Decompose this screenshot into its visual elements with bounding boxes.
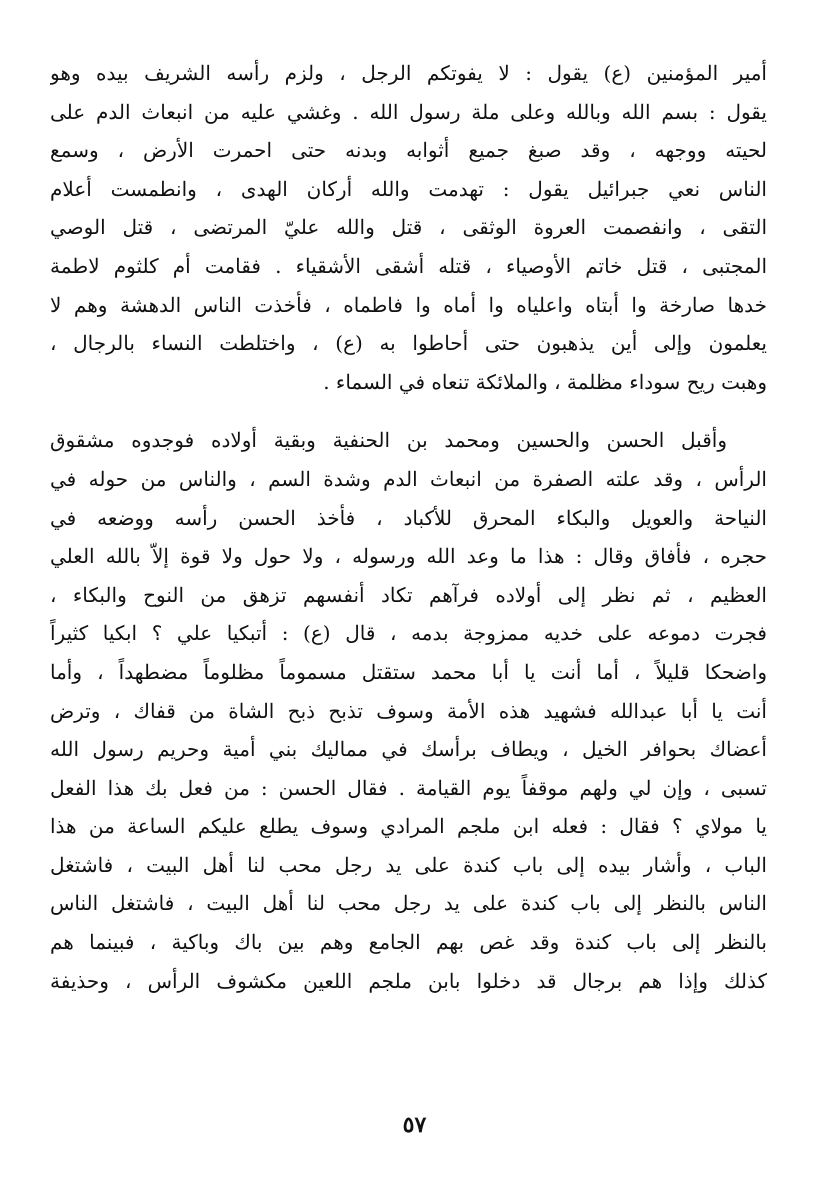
text-line: العظيم ، ثم نظر إلى أولاده فرآهم تكاد أنفسهم تزهق من النوح والبكاء ، [50, 582, 767, 607]
text-line: كذلك وإذا هم برجال قد دخلوا بابن ملجم اللعين مكشوف الرأس ، وحذيفة [50, 968, 767, 993]
paragraph-1 [50, 54, 767, 401]
text-line: المجتبى ، قتل خاتم الأوصياء ، قتله أشقى الأشقياء . فقامت أم كلثوم لاطمة [50, 253, 767, 278]
text-line: الرأس ، وقد علته الصفرة من انبعاث الدم وشدة السم ، والناس من حوله في [50, 466, 767, 491]
text-line: التقى ، وانفصمت العروة الوثقى ، قتل والله عليّ المرتضى ، قتل الوصي [50, 215, 767, 240]
text-line: وهبت ريح سوداء مظلمة ، والملائكة تنعاه في السماء . [323, 369, 767, 394]
text-line: حجره ، فأفاق وقال : هذا ما وعد الله ورسوله ، ولا حول ولا قوة إلاّ بالله العلي [50, 544, 767, 569]
page-number: ٥٧ [402, 1112, 427, 1138]
text-line: تسبى ، وإن لي ولهم موقفاً يوم القيامة . فقال الحسن : من فعل بك هذا الفعل [50, 775, 767, 800]
text-line: أمير المؤمنين (ع) يقول : لا يفوتكم الرجل ، ولزم رأسه الشريف بيده وهو [50, 61, 767, 85]
text-line: الباب ، وأشار بيده إلى باب كندة على يد رجل محب لنا أهل البيت ، فاشتغل [50, 852, 767, 877]
text-line: النياحة والعويل والبكاء المحرق للأكباد ، فأخذ الحسن رأسه ووضعه في [50, 505, 767, 530]
body-text [50, 54, 767, 1000]
text-line: يا مولاي ؟ فقال : فعله ابن ملجم المرادي وسوف يطلع عليكم الساعة من هذا [50, 814, 767, 839]
text-line: يعلمون وإلى أين يذهبون حتى أحاطوا به (ع) ، واختلطت النساء بالرجال ، [50, 331, 767, 356]
text-line: أعضاك بحوافر الخيل ، ويطاف برأسك في مماليك بني أمية وحريم رسول الله [50, 737, 767, 762]
text-line: بالنظر إلى باب كندة وقد غص بهم الجامع وهم بين باك وباكية ، فبينما هم [50, 930, 767, 955]
text-line: فجرت دموعه على خديه ممزوجة بدمه ، قال (ع) : أتبكيا علي ؟ ابكيا كثيراً [50, 621, 767, 646]
text-line: الناس بالنظر إلى باب كندة على يد رجل محب لنا أهل البيت ، فاشتغل الناس [50, 891, 767, 916]
text-line: خدها صارخة وا أبتاه واعلياه وا أماه وا فاطماه ، فأخذت الناس الدهشة وهم لا [50, 292, 767, 317]
text-line: وأقبل الحسن والحسين ومحمد بن الحنفية وبقية أولاده فوجدوه مشقوق [50, 428, 727, 453]
text-line: لحيته ووجهه ، وقد صبغ جميع أثوابه وبدنه حتى احمرت الأرض ، وسمع [50, 138, 767, 163]
paragraph-2 [50, 421, 767, 1000]
text-line: واضحكا قليلاً ، أما أنت يا أبا محمد ستقتل مسموماً مظلوماً مضطهداً ، وأما [50, 659, 767, 684]
text-line: الناس نعي جبرائيل يقول : تهدمت والله أركان الهدى ، وانطمست أعلام [50, 176, 767, 201]
text-line: يقول : بسم الله وبالله وعلى ملة رسول الله . وغشي عليه من انبعاث الدم على [50, 99, 767, 124]
text-line: أنت يا أبا عبدالله فشهيد هذه الأمة وسوف تذبح ذبح الشاة من قفاك ، وترض [50, 698, 767, 723]
